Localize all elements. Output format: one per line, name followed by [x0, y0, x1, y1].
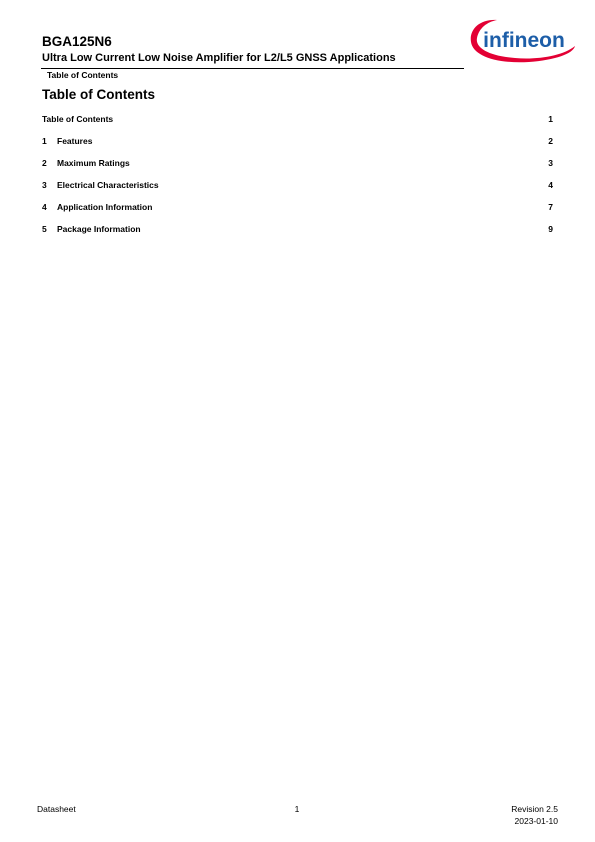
- toc-entry-title[interactable]: Package Information: [57, 224, 141, 234]
- table-of-contents: [42, 112, 553, 244]
- toc-entry-number: 4: [42, 202, 47, 212]
- running-section-title: Table of Contents: [47, 70, 119, 80]
- toc-entry-number: 2: [42, 158, 47, 168]
- toc-entry[interactable]: [42, 156, 553, 178]
- toc-entry-title[interactable]: Electrical Characteristics: [57, 180, 159, 190]
- toc-entry-page[interactable]: 1: [548, 114, 553, 124]
- toc-entry-title[interactable]: Features: [57, 136, 93, 146]
- toc-entry[interactable]: [42, 200, 553, 222]
- toc-entry-title[interactable]: Maximum Ratings: [57, 158, 130, 168]
- toc-entry-page[interactable]: 3: [548, 158, 553, 168]
- toc-entry[interactable]: [42, 112, 553, 134]
- toc-entry-page[interactable]: 4: [548, 180, 553, 190]
- logo-wordmark: infineon: [483, 29, 565, 52]
- product-name: BGA125N6: [42, 34, 112, 49]
- toc-entry-page[interactable]: 2: [548, 136, 553, 146]
- toc-entry-number: 1: [42, 136, 47, 146]
- toc-entry-page[interactable]: 9: [548, 224, 553, 234]
- document-subtitle: Ultra Low Current Low Noise Amplifier for L2/L5 GNSS Applications: [42, 52, 396, 64]
- toc-entry-page[interactable]: 7: [548, 202, 553, 212]
- footer-page-number: 1: [294, 804, 300, 814]
- footer-revision: Revision 2.5: [511, 804, 558, 814]
- toc-heading: Table of Contents: [42, 87, 155, 102]
- toc-entry[interactable]: [42, 178, 553, 200]
- toc-entry-title[interactable]: Table of Contents: [42, 114, 114, 124]
- toc-entry-number: 3: [42, 180, 47, 190]
- toc-entry-number: 5: [42, 224, 47, 234]
- toc-entry[interactable]: [42, 222, 553, 244]
- footer-revision-block: [511, 803, 558, 827]
- footer-date: 2023-01-10: [514, 816, 558, 826]
- toc-entry-title[interactable]: Application Information: [57, 202, 153, 212]
- infineon-logo: [467, 16, 577, 64]
- footer-doc-type: Datasheet: [37, 804, 76, 814]
- toc-entry[interactable]: [42, 134, 553, 156]
